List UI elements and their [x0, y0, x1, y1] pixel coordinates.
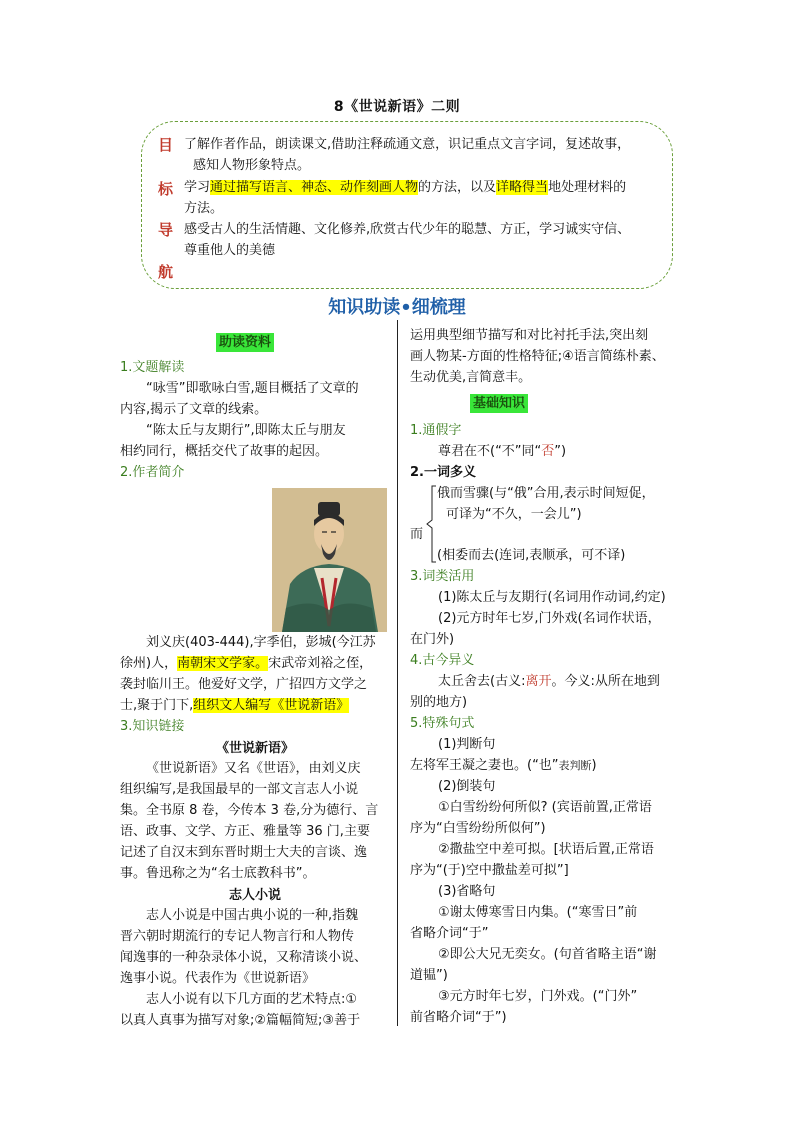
column-divider [397, 320, 398, 1026]
text-line: 太丘舍去(古义:离开。今义:从所在地到 [438, 674, 660, 689]
text-line: (1)判断句 [438, 737, 496, 752]
text-line: 事。鲁迅称之为“名士底教科书”。 [120, 866, 316, 881]
text-line: 闻逸事的一种杂录体小说，又称清谈小说、 [120, 950, 368, 965]
text-line: 相约同行，概括交代了故事的起因。 [120, 444, 329, 459]
text-line: 记述了自汉末到东晋时期士大夫的言谈、逸 [120, 845, 368, 860]
goal-char-hang: 航 [158, 263, 174, 281]
text-line: 前省略介词“于”) [410, 1010, 507, 1025]
text-line: 画人物某-方面的性格特征;④语言简练朴素、 [410, 349, 665, 364]
text-line: ②即公大兄无奕女。(句首省略主语“谢 [438, 947, 657, 962]
right-heading-5: 5.特殊句式 [410, 716, 475, 731]
reading-materials-badge: 助读资料 [216, 333, 274, 352]
text-line: 组织编写,是我国最早的一部文言志人小说 [120, 782, 359, 797]
text-line: 别的地方) [410, 695, 468, 710]
right-heading-3: 3.词类活用 [410, 569, 475, 584]
text-line: 逸事小说。代表作为《世说新语》 [120, 971, 316, 986]
right-heading-1: 1.通假字 [410, 423, 462, 438]
text-line: 俄而雪骤(与“俄”合用,表示时间短促， [437, 486, 655, 501]
left-heading-3: 3.知识链接 [120, 719, 185, 734]
text-line: 《世说新语》又名《世语》，由刘义庆 [146, 761, 361, 776]
text-line: 生动优美,言简意丰。 [410, 370, 532, 385]
text-line: (3)省略句 [438, 884, 496, 899]
subheading-shishuo: 《世说新语》 [215, 741, 294, 756]
goal-char-biao: 标 [158, 180, 174, 198]
text-line: 刘义庆(403-444),字季伯，彭城(今江苏 [146, 635, 376, 650]
text-line: 语、政事、文学、方正、雅量等 36 门,主要 [120, 824, 370, 839]
text-line: (1)陈太丘与友期行(名词用作动词,约定) [438, 590, 666, 605]
goal-line-3: 感受古人的生活情趣、文化修养,欣赏古代少年的聪慧、方正，学习诚实守信、 [184, 222, 631, 237]
brace-icon [424, 484, 438, 564]
text-line: ①谢太傅寒雪日内集。(“寒雪日”前 [438, 905, 638, 920]
text-line: 袭封临川王。他爱好文学，广招四方文学之 [120, 677, 368, 692]
basic-knowledge-badge: 基础知识 [470, 394, 528, 413]
page-title: 8《世说新语》二则 [333, 99, 461, 115]
text-line: 以真人真事为描写对象;②篇幅简短;③善于 [120, 1013, 361, 1028]
text-line: (2)元方时年七岁,门外戏(名词作状语， [438, 611, 661, 626]
text-line: 集。全书原 8 卷，今传本 3 卷,分为德行、言 [120, 803, 379, 818]
text-line: 序为“白雪纷纷所似何”) [410, 821, 546, 836]
text-line: 左将军王凝之妻也。(“也”表判断) [410, 758, 597, 773]
highlight: 详略得当 [496, 180, 549, 195]
text-line: 在门外) [410, 632, 455, 647]
goal-line-3b: 尊重他人的美德 [184, 243, 276, 258]
text-line: (相委而去(连词,表顺承，可不译) [437, 548, 626, 563]
goal-line-2: 学习通过描写语言、神态、动作刻画人物的方法，以及详略得当地处理材料的 [184, 180, 627, 195]
highlight: 南朝宋文学家。 [177, 656, 269, 671]
text-line: 士,聚于门下,组织文人编写《世说新语》 [120, 698, 350, 713]
text-line: 道韫”) [410, 968, 448, 983]
author-portrait [272, 488, 387, 632]
goal-line-2b: 方法。 [184, 201, 224, 216]
left-heading-2: 2.作者简介 [120, 465, 185, 480]
text-line: 志人小说有以下几方面的艺术特点:① [146, 992, 358, 1007]
highlight: 组织文人编写《世说新语》 [193, 698, 350, 713]
text-line: 徐州)人，南朝宋文学家。宋武帝刘裕之侄， [120, 656, 373, 671]
text-line: 运用典型细节描写和对比衬托手法,突出刻 [410, 328, 649, 343]
highlight: 通过描写语言、神态、动作刻画人物 [210, 180, 419, 195]
text-line: ①白雪纷纷何所似? (宾语前置,正常语 [438, 800, 652, 815]
text-line: 内容,揭示了文章的线索。 [120, 402, 268, 417]
goal-line-1: 了解作者作品，朗读课文,借助注释疏通文意，识记重点文言字词，复述故事， [184, 137, 631, 152]
right-heading-2: 2.一词多义 [410, 465, 476, 480]
text-line: “陈太丘与友期行”,即陈太丘与朋友 [146, 423, 346, 438]
subheading-zhiren: 志人小说 [228, 888, 281, 903]
goal-line-1b: 感知人物形象特点。 [193, 158, 311, 173]
left-heading-1: 1.文题解读 [120, 360, 185, 375]
text-line: 可译为“不久，一会儿”) [446, 507, 582, 522]
text-line: 尊君在不(“不”同“否”) [438, 444, 567, 459]
text-line: ③元方时年七岁，门外戏。(“门外” [438, 989, 638, 1004]
goal-char-dao: 导 [158, 221, 174, 239]
text-line: 志人小说是中国古典小说的一种,指魏 [146, 908, 359, 923]
polysemy-word: 而 [410, 527, 424, 542]
text-line: 序为“(于)空中撒盐差可拟”] [410, 863, 569, 878]
text-line: ②撒盐空中差可拟。[状语后置,正常语 [438, 842, 654, 857]
text-line: (2)倒装句 [438, 779, 496, 794]
section-heading: 知识助读•细梳理 [328, 297, 466, 318]
right-heading-4: 4.古今异义 [410, 653, 475, 668]
text-line: 晋六朝时期流行的专记人物言行和人物传 [120, 929, 355, 944]
text-line: “咏雪”即歌咏白雪,题目概括了文章的 [146, 381, 359, 396]
goal-char-mu: 目 [158, 136, 174, 154]
text-line: 省略介词“于” [410, 926, 489, 941]
